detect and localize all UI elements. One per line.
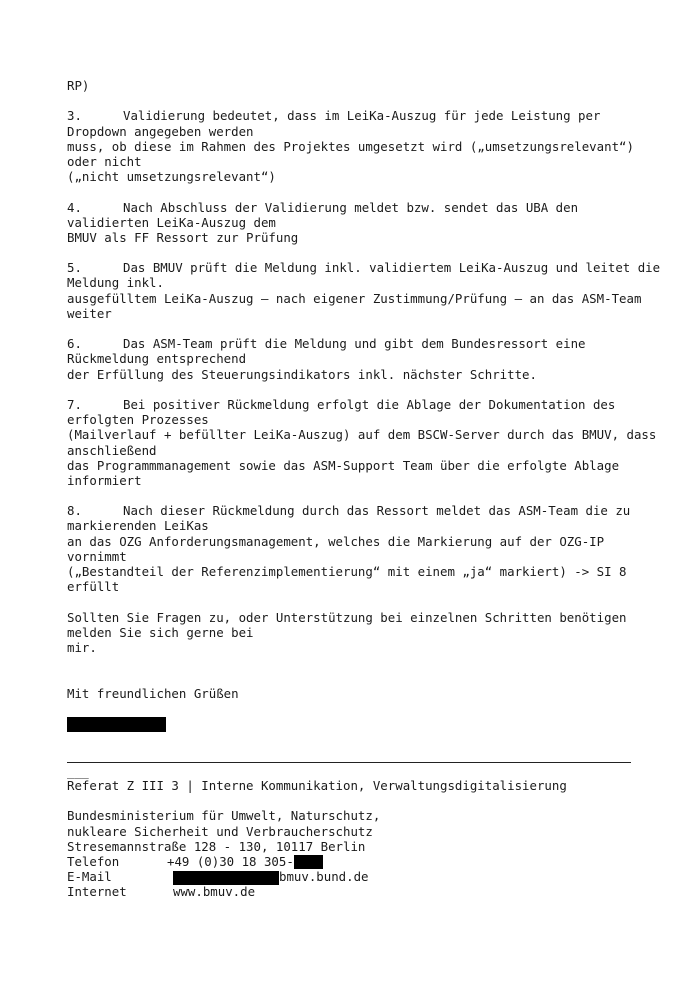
greeting: Mit freundlichen Grüßen [67, 685, 239, 701]
item-text: Das BMUV prüft die Meldung inkl. validiertem LeiKa-Auszug und leitet die [123, 260, 661, 276]
separator-tail: ___ [67, 765, 89, 779]
list-item [67, 108, 637, 184]
department-line: Referat Z III 3 | Interne Kommunikation, Verwaltungsdigitalisierung [67, 778, 567, 793]
phone-row [67, 854, 637, 869]
item-text: Das ASM-Team prüft die Meldung und gibt dem Bundesressort eine [123, 336, 586, 352]
address-line: Stresemannstraße 128 - 130, 10117 Berlin [67, 838, 366, 854]
item-text: das Programmmanagement sowie das ASM-Support Team über die erfolgte Ablage [67, 457, 620, 473]
ministry-line: nukleare Sicherheit und Verbraucherschutz [67, 823, 373, 839]
item-text: anschließend [67, 442, 157, 458]
email-row [67, 869, 637, 884]
item-text: BMUV als FF Ressort zur Prüfung [67, 229, 299, 245]
item-number: 4. [67, 199, 82, 215]
email-domain[interactable]: bmuv.bund.de [279, 869, 369, 885]
item-text: Validierung bedeutet, dass im LeiKa-Auszug für jede Leistung per [123, 108, 601, 124]
item-text: („nicht umsetzungsrelevant“) [67, 169, 276, 185]
item-text: (Mailverlauf + befüllter LeiKa-Auszug) auf dem BSCW-Server durch das BMUV, dass [67, 427, 657, 443]
item-text: vornimmt [67, 548, 127, 564]
email-body [67, 78, 661, 701]
item-text: validierten LeiKa-Auszug dem [67, 214, 276, 230]
closing-text: melden Sie sich gerne bei [67, 624, 254, 640]
item-text: Nach Abschluss der Validierung meldet bzw. sendet das UBA den [123, 199, 579, 215]
item-number: 8. [67, 503, 82, 519]
closing-text: Sollten Sie Fragen zu, oder Unterstützung bei einzelnen Schritten benötigen [67, 609, 627, 625]
list-item [67, 503, 637, 594]
web-link[interactable]: www.bmuv.de [173, 884, 256, 900]
signature-separator [67, 762, 631, 763]
list-item [67, 336, 637, 382]
item-text: muss, ob diese im Rahmen des Projektes umgesetzt wird („umsetzungsrelevant“) [67, 138, 634, 154]
closing-text: mir. [67, 639, 97, 655]
ministry-line: Bundesministerium für Umwelt, Naturschutz, [67, 808, 381, 824]
item-number: 3. [67, 108, 82, 124]
item-number: 5. [67, 260, 82, 276]
email-label: E-Mail [67, 869, 112, 885]
signature-redaction [67, 717, 166, 732]
item-text: weiter [67, 305, 112, 321]
item-text: Rückmeldung entsprechend [67, 351, 247, 367]
item-text: Dropdown angegeben werden [67, 123, 254, 139]
intro-tail: RP) [67, 78, 90, 93]
email-redaction [173, 871, 279, 885]
phone-value: +49 (0)30 18 305- [167, 853, 294, 869]
item-text: oder nicht [67, 153, 142, 169]
item-text: ausgefülltem LeiKa-Auszug – nach eigener Zustimmung/Prüfung – an das ASM-Team [67, 290, 642, 306]
item-text: der Erfüllung des Steuerungsindikators inkl. nächster Schritte. [67, 366, 537, 382]
list-item [67, 200, 637, 246]
item-text: markierenden LeiKas [67, 518, 209, 534]
web-row [67, 884, 637, 899]
item-text: erfolgten Prozesses [67, 412, 209, 428]
phone-label: Telefon [67, 853, 120, 869]
email-signature [67, 778, 637, 900]
closing-paragraph [67, 610, 637, 656]
phone-redaction [294, 855, 323, 869]
item-text: Nach dieser Rückmeldung durch das Ressort meldet das ASM-Team die zu [123, 503, 631, 519]
list-item [67, 396, 657, 488]
item-text: erfüllt [67, 579, 120, 595]
item-number: 7. [67, 396, 82, 412]
item-text: informiert [67, 472, 142, 488]
list-item [67, 260, 661, 321]
item-number: 6. [67, 336, 82, 352]
web-label: Internet [67, 884, 127, 900]
item-text: („Bestandteil der Referenzimplementierung“ mit einem „ja“ markiert) -> SI 8 [67, 564, 627, 579]
item-text: Meldung inkl. [67, 275, 164, 291]
item-text: Bei positiver Rückmeldung erfolgt die Ablage der Dokumentation des [123, 396, 616, 412]
item-text: an das OZG Anforderungsmanagement, welches die Markierung auf der OZG-IP [67, 533, 605, 549]
